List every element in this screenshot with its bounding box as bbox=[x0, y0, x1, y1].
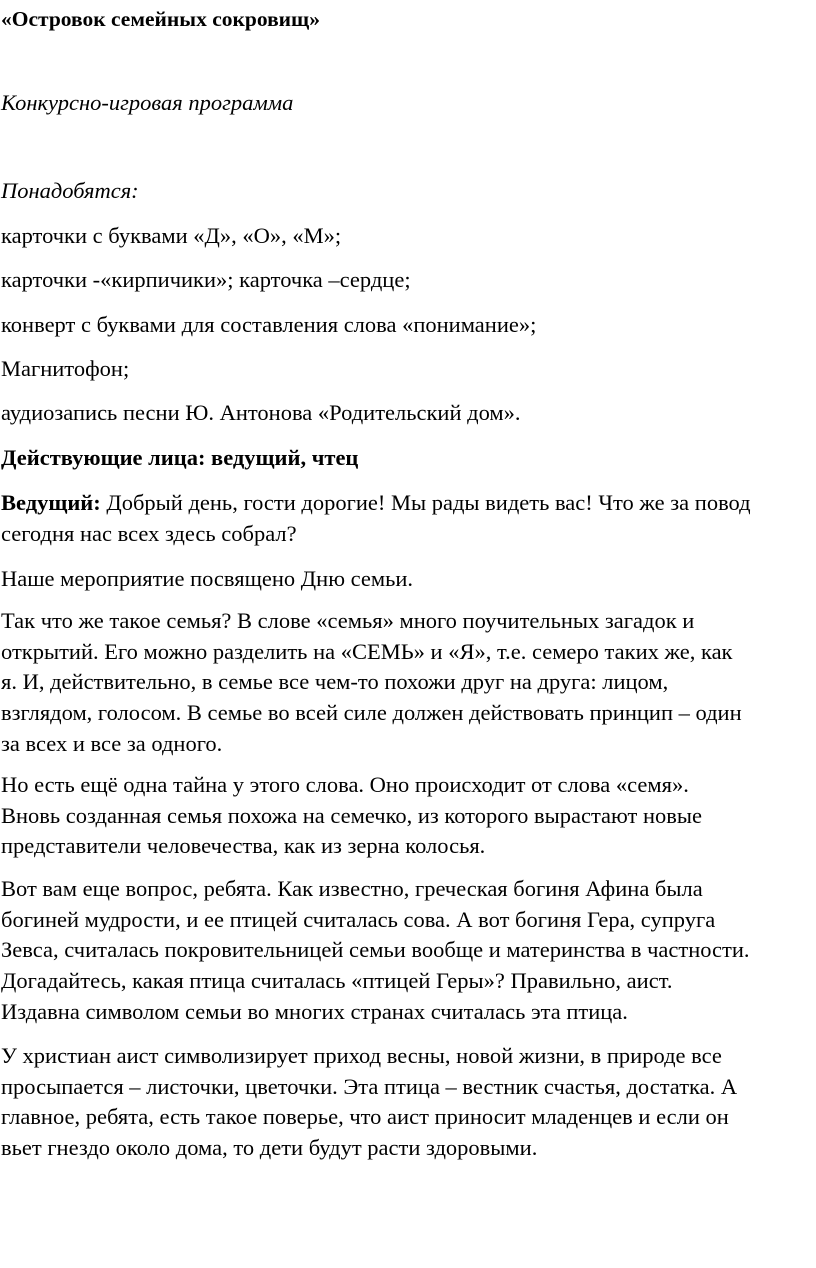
host-paragraph bbox=[1, 488, 816, 549]
paragraph-line: Издавна символом семьи во многих странах считалась эта птица. bbox=[1, 998, 628, 1024]
paragraph-line: Зевса, считалась покровительницей семьи вообще и материнства в частности. bbox=[1, 937, 750, 963]
paragraph-line: вьет гнездо около дома, то дети будут расти здоровыми. bbox=[1, 1135, 538, 1161]
paragraph-line: Так что же такое семья? В слове «семья» много поучительных загадок и bbox=[1, 608, 695, 633]
paragraph-5 bbox=[1, 1041, 816, 1164]
paragraph-4 bbox=[1, 874, 816, 1028]
host-line: сегодня нас всех здесь собрал? bbox=[1, 520, 297, 546]
paragraph-line: за всех и все за одного. bbox=[1, 730, 223, 756]
paragraph-line: Вновь созданная семья похожа на семечко, из которого вырастают новые bbox=[1, 802, 703, 828]
paragraph-line: я. И, действительно, в семье все чем-то похожи друг на друга: лицом, bbox=[1, 669, 669, 695]
paragraph-line: просыпается – листочки, цветочки. Эта птица – вестник счастья, достатка. А bbox=[1, 1073, 738, 1099]
paragraph-line: Но есть ещё одна тайна у этого слова. Оно происходит от слова «семя». bbox=[1, 772, 689, 797]
host-line bbox=[1, 488, 816, 519]
paragraph-line: богиней мудрости, и ее птицей считалась сова. А вот богиня Гера, супруга bbox=[1, 906, 716, 932]
paragraph-3 bbox=[1, 770, 816, 862]
needed-item: конверт с буквами для составления слова «понимание»; bbox=[1, 312, 537, 337]
paragraph-line: главное, ребята, есть такое поверье, что аист приносит младенцев и если он bbox=[1, 1104, 729, 1130]
paragraph-line: представители человечества, как из зерна колосья. bbox=[1, 833, 486, 859]
needed-label: Понадобятся: bbox=[1, 178, 139, 203]
paragraph-2 bbox=[1, 606, 816, 760]
paragraph-line: взглядом, голосом. В семье во всей силе должен действовать принцип – один bbox=[1, 700, 742, 726]
needed-item: аудиозапись песни Ю. Антонова «Родительский дом». bbox=[1, 400, 521, 425]
characters-heading: Действующие лица: ведущий, чтец bbox=[1, 445, 359, 470]
paragraph-1: Наше мероприятие посвящено Дню семьи. bbox=[1, 566, 414, 591]
paragraph-line: Вот вам еще вопрос, ребята. Как известно, греческая богиня Афина была bbox=[1, 876, 703, 901]
paragraph-line: У христиан аист символизирует приход весны, новой жизни, в природе все bbox=[1, 1043, 722, 1068]
host-line-text: Добрый день, гости дорогие! Мы рады видеть вас! Что же за повод bbox=[100, 490, 751, 515]
paragraph-line: открытий. Его можно разделить на «СЕМЬ» и «Я», т.е. семеро таких же, как bbox=[1, 638, 733, 664]
needed-item: Магнитофон; bbox=[1, 356, 130, 381]
needed-item: карточки -«кирпичики»; карточка –сердце; bbox=[1, 267, 411, 292]
host-label: Ведущий: bbox=[1, 490, 101, 515]
paragraph-line: Догадайтесь, какая птица считалась «птицей Геры»? Правильно, аист. bbox=[1, 968, 673, 994]
document-title: «Островок семейных сокровищ» bbox=[1, 7, 320, 31]
needed-item: карточки с буквами «Д», «О», «М»; bbox=[1, 223, 342, 248]
document-subtitle: Конкурсно-игровая программа bbox=[1, 90, 294, 115]
